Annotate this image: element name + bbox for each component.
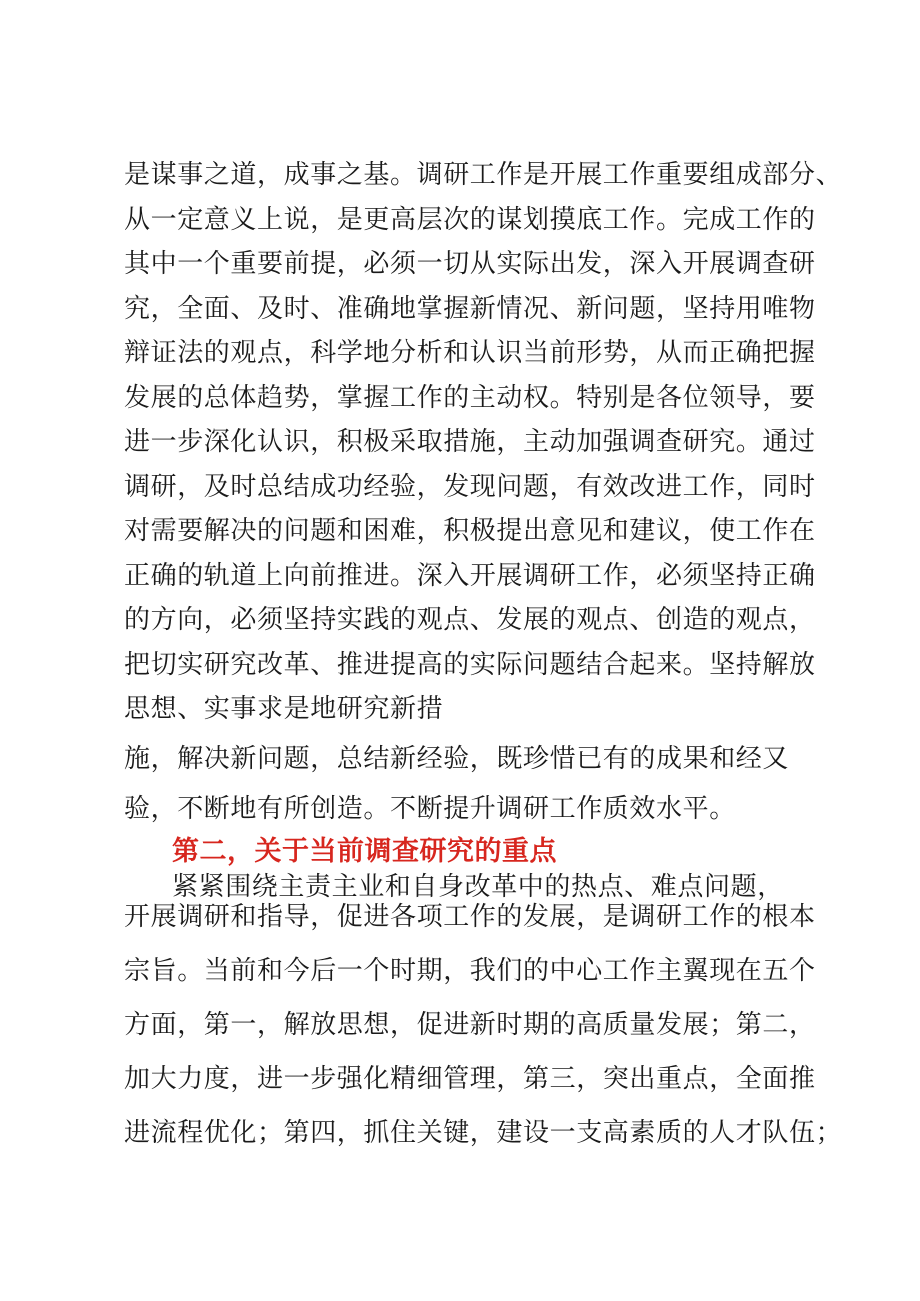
- clipped-line: [172, 870, 812, 902]
- paragraph-line: 施，解决新问题，总结新经验，既珍惜已有的成果和经又: [124, 744, 790, 774]
- paragraph-line: 正确的轨道上向前推进。深入开展调研工作，必须坚持正确: [124, 561, 816, 591]
- paragraph-line: 思想、实事求是地研究新措: [124, 694, 444, 724]
- paragraph-line: 开展调研和指导，促进各项工作的发展，是调研工作的根本: [124, 902, 816, 932]
- paragraph-line: 加大力度，进一步强化精细管理，第三，突出重点，全面推: [124, 1064, 816, 1094]
- clipped-line-text: 紧紧围绕主责主业和自身改革中的热点、难点问题，: [172, 872, 784, 902]
- paragraph-line: 的方向，必须坚持实践的观点、发展的观点、创造的观点，: [124, 605, 816, 635]
- paragraph-line: 调研，及时总结成功经验，发现问题，有效改进工作，同时: [124, 472, 816, 502]
- paragraph-line: 宗旨。当前和今后一个时期，我们的中心工作主翼现在五个: [124, 956, 816, 986]
- paragraph-line: 辩证法的观点，科学地分析和认识当前形势，从而正确把握: [124, 338, 816, 368]
- paragraph-line: 验，不断地有所创造。不断提升调研工作质效水平。: [124, 794, 736, 824]
- paragraph-line: 发展的总体趋势，掌握工作的主动权。特别是各位领导，要: [124, 383, 816, 413]
- paragraph-line: 进流程优化；第四，抓住关键，建设一支高素质的人才队伍；: [124, 1118, 843, 1148]
- paragraph-line: 进一步深化认识，积极采取措施，主动加强调查研究。通过: [124, 427, 816, 457]
- paragraph-line: 对需要解决的问题和困难，积极提出意见和建议，使工作在: [124, 516, 816, 546]
- paragraph-line: 把切实研究改革、推进提高的实际问题结合起来。坚持解放: [124, 650, 816, 680]
- paragraph-line: 究，全面、及时、准确地掌握新情况、新问题，坚持用唯物: [124, 294, 816, 324]
- section-heading: 第二，关于当前调查研究的重点: [172, 836, 557, 867]
- paragraph-line: 其中一个重要前提，必须一切从实际出发，深入开展调查研: [124, 249, 816, 279]
- paragraph-line: 是谋事之道，成事之基。调研工作是开展工作重要组成部分、: [124, 160, 843, 190]
- paragraph-line: 从一定意义上说，是更高层次的谋划摸底工作。完成工作的: [124, 205, 816, 235]
- paragraph-line: 方面，第一，解放思想，促进新时期的高质量发展；第二，: [124, 1010, 816, 1040]
